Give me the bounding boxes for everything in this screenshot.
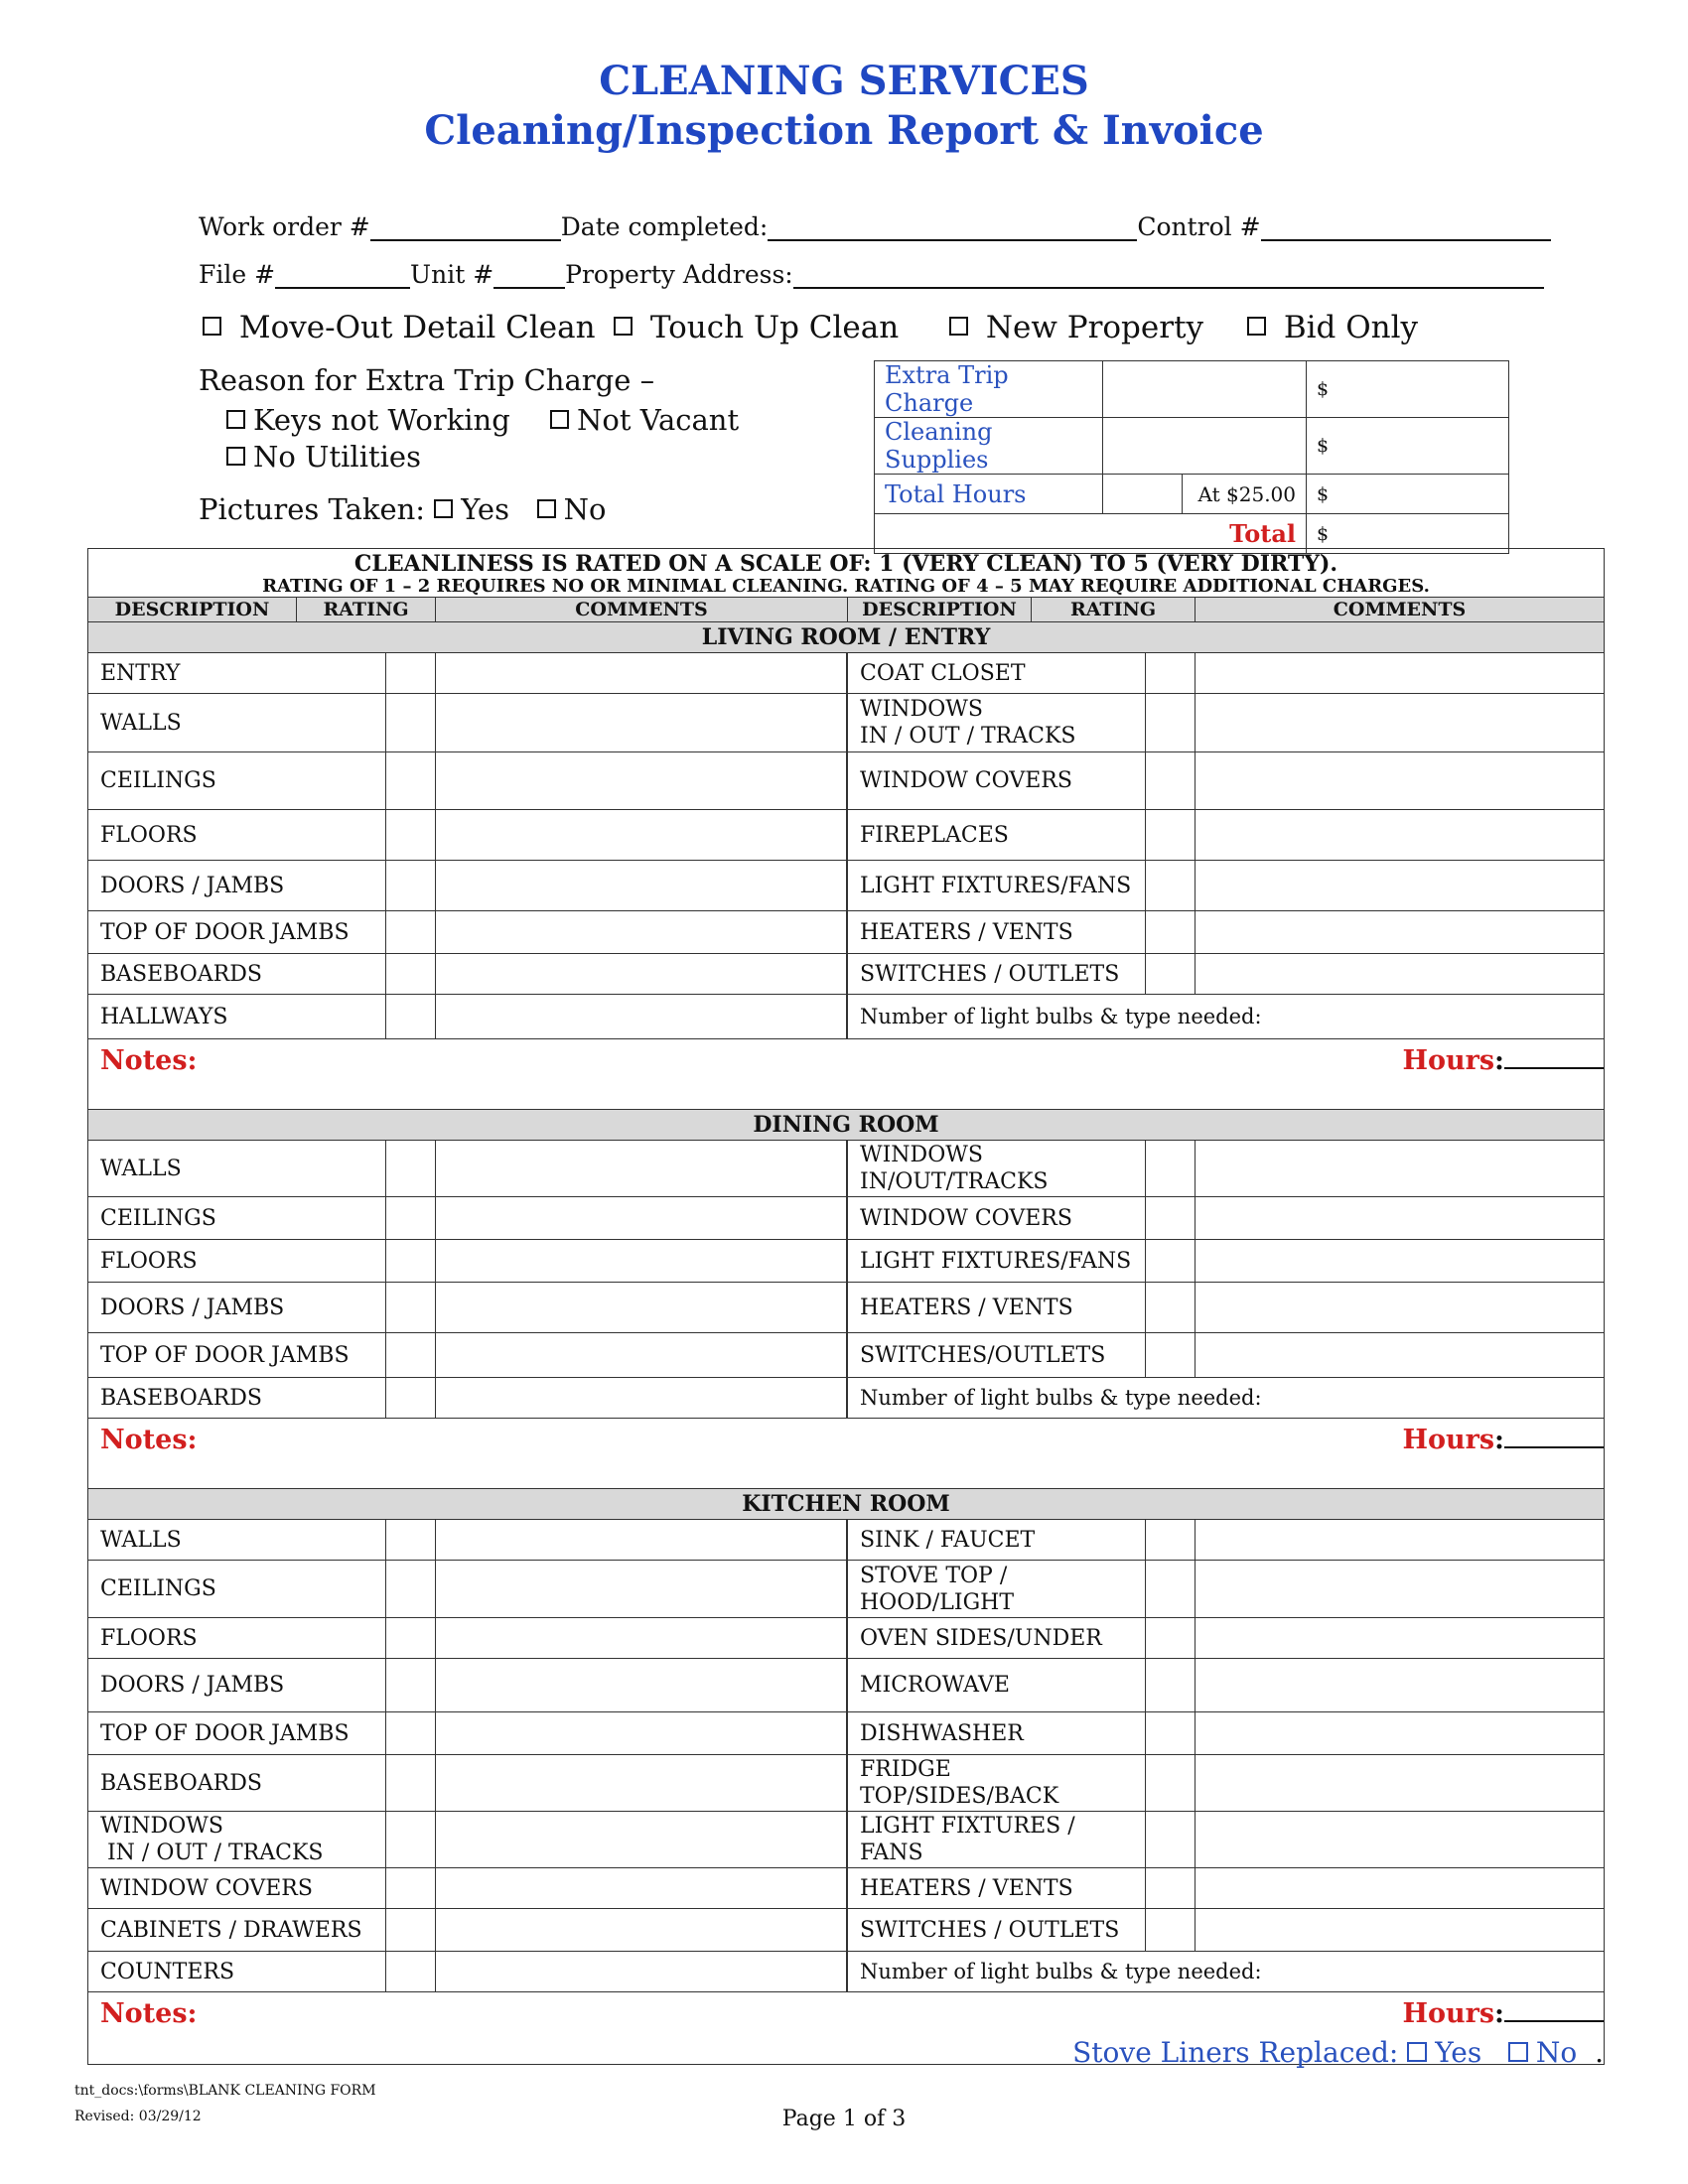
hourly-rate: At $25.00 [1183, 475, 1307, 514]
checkbox[interactable] [226, 447, 245, 466]
rating-cell[interactable] [1146, 911, 1196, 953]
section-kitchen: KITCHEN ROOM [88, 1489, 1604, 1520]
comment-cell[interactable] [1196, 1197, 1604, 1239]
item-label: LIGHT FIXTURES / FANS [848, 1812, 1146, 1867]
comment-cell[interactable] [436, 1561, 848, 1617]
comment-cell[interactable] [436, 1755, 848, 1811]
footer-revised: Revised: 03/29/12 [74, 2109, 202, 2124]
comment-cell[interactable] [436, 694, 848, 751]
rating-cell[interactable] [1146, 1868, 1196, 1908]
rating-cell[interactable] [386, 653, 436, 693]
cleaning-supplies-cell[interactable] [1103, 418, 1307, 475]
table-row [88, 1333, 1604, 1378]
table-row [88, 1868, 1604, 1909]
column-header-row [88, 597, 1604, 622]
charges-row-extra-trip [875, 361, 1509, 418]
light-bulbs-label: Number of light bulbs & type needed: [860, 1960, 1262, 1983]
item-label: DOORS / JAMBS [88, 861, 386, 910]
rating-scale-line2: RATING OF 1 – 2 REQUIRES NO OR MINIMAL CLEANING. RATING OF 4 – 5 MAY REQUIRE ADDITIONAL CHARGES. [262, 576, 1430, 597]
comment-cell[interactable] [1196, 752, 1604, 809]
comment-cell[interactable] [436, 810, 848, 860]
table-row [88, 861, 1604, 911]
comment-cell[interactable] [436, 1812, 848, 1867]
service-bid-only[interactable] [1247, 310, 1418, 345]
comment-cell[interactable] [436, 1197, 848, 1239]
checkbox[interactable] [550, 410, 569, 429]
reason-label: Keys not Working [253, 403, 510, 437]
pictures-label: Pictures Taken: [199, 492, 426, 526]
item-label: DISHWASHER [848, 1712, 1146, 1754]
work-order-line [199, 212, 1551, 241]
rating-cell[interactable] [386, 752, 436, 809]
table-row [88, 1141, 1604, 1197]
table-row [88, 1283, 1604, 1333]
rating-cell[interactable] [386, 1561, 436, 1617]
total-hours-label: Total Hours [875, 475, 1103, 514]
rating-cell[interactable] [1146, 694, 1196, 751]
rating-cell[interactable] [386, 810, 436, 860]
rating-cell[interactable] [1146, 1618, 1196, 1658]
notes-label: Notes: [100, 1045, 198, 1076]
table-row [88, 954, 1604, 995]
item-label: HEATERS / VENTS [848, 1283, 1146, 1332]
comment-cell[interactable] [1196, 1659, 1604, 1711]
currency-symbol: $ [1307, 361, 1509, 418]
checkbox[interactable] [226, 410, 245, 429]
table-row [88, 1520, 1604, 1561]
rating-cell[interactable] [1146, 1240, 1196, 1282]
total-label: Total [875, 514, 1307, 554]
unit-label: Unit # [410, 260, 494, 289]
date-completed-field[interactable] [768, 213, 1137, 241]
reason-keys[interactable] [226, 403, 510, 437]
item-label: FLOORS [88, 810, 386, 860]
rating-cell[interactable] [386, 1197, 436, 1239]
col-comments: COMMENTS [436, 598, 848, 621]
rating-cell[interactable] [1146, 861, 1196, 910]
item-label: MICROWAVE [848, 1659, 1146, 1711]
table-row [88, 1812, 1604, 1868]
comment-cell[interactable] [1196, 861, 1604, 910]
light-bulbs-label: Number of light bulbs & type needed: [860, 1386, 1262, 1410]
reason-not-vacant[interactable] [550, 403, 739, 437]
item-label: COAT CLOSET [848, 653, 1146, 693]
item-label: WALLS [88, 694, 386, 751]
comment-cell[interactable] [1196, 653, 1604, 693]
table-row [88, 911, 1604, 954]
comment-cell[interactable] [436, 1520, 848, 1560]
property-address-label: Property Address: [565, 260, 793, 289]
hours-field[interactable]: Hours: [1402, 1998, 1604, 2029]
checkbox[interactable] [203, 317, 221, 336]
table-row [88, 1618, 1604, 1659]
total-hours-cell[interactable] [1103, 475, 1183, 514]
comment-cell[interactable] [436, 752, 848, 809]
reason-no-utilities[interactable] [226, 440, 421, 474]
comment-cell[interactable] [1196, 1333, 1604, 1377]
control-field[interactable] [1261, 213, 1551, 241]
rating-cell[interactable] [386, 1812, 436, 1867]
extra-trip-label: Reason for Extra Trip Charge – [199, 363, 655, 397]
item-label: BASEBOARDS [88, 954, 386, 994]
comment-cell[interactable] [1196, 1909, 1604, 1951]
item-label: TOP OF DOOR JAMBS [88, 1333, 386, 1377]
item-label: COUNTERS [88, 1952, 386, 1991]
comment-cell[interactable] [1196, 954, 1604, 994]
item-label: SINK / FAUCET [848, 1520, 1146, 1560]
reason-label: No Utilities [253, 440, 421, 474]
cleaning-supplies-label: Cleaning Supplies [875, 418, 1103, 475]
comment-cell[interactable] [436, 995, 848, 1038]
file-label: File # [199, 260, 276, 289]
rating-cell[interactable] [386, 1141, 436, 1196]
pictures-no-label: No [563, 492, 607, 526]
service-move-out[interactable] [203, 310, 596, 345]
charges-row-supplies [875, 418, 1509, 475]
item-label: WINDOWS IN / OUT / TRACKS [88, 1812, 386, 1867]
footer-path: tnt_docs:\forms\BLANK CLEANING FORM [74, 2083, 376, 2099]
rating-cell[interactable] [386, 995, 436, 1038]
item-label: BASEBOARDS [88, 1378, 386, 1418]
comment-cell[interactable] [1196, 1141, 1604, 1196]
inspection-table [87, 548, 1605, 2069]
comment-cell[interactable] [1196, 1520, 1604, 1560]
checkbox[interactable] [1247, 317, 1266, 336]
service-new-property[interactable] [949, 310, 1203, 345]
work-order-label: Work order # [199, 212, 370, 241]
comment-cell[interactable] [436, 1240, 848, 1282]
item-label: TOP OF DOOR JAMBS [88, 911, 386, 953]
comment-cell[interactable] [436, 1618, 848, 1658]
rating-cell[interactable] [1146, 1909, 1196, 1951]
charges-row-hours [875, 475, 1509, 514]
rating-cell[interactable] [386, 1240, 436, 1282]
item-label: FLOORS [88, 1618, 386, 1658]
rating-cell[interactable] [386, 1868, 436, 1908]
rating-cell[interactable] [1146, 752, 1196, 809]
comment-cell[interactable] [436, 911, 848, 953]
item-label: OVEN SIDES/UNDER [848, 1618, 1146, 1658]
checkbox[interactable] [614, 317, 633, 336]
rating-cell[interactable] [1146, 1812, 1196, 1867]
item-label: TOP OF DOOR JAMBS [88, 1712, 386, 1754]
item-label: ENTRY [88, 653, 386, 693]
notes-label: Notes: [100, 1998, 198, 2029]
rating-cell[interactable] [1146, 1141, 1196, 1196]
property-address-field[interactable] [793, 261, 1544, 289]
comment-cell[interactable] [436, 1378, 848, 1418]
col-rating: RATING [1032, 598, 1196, 621]
item-label: SWITCHES/OUTLETS [848, 1333, 1146, 1377]
table-row [88, 1712, 1604, 1755]
file-unit-line [199, 260, 1544, 289]
table-row [88, 810, 1604, 861]
item-label: WALLS [88, 1520, 386, 1560]
notes-row[interactable] [88, 1992, 1604, 2069]
comment-cell[interactable] [436, 1141, 848, 1196]
comment-cell[interactable] [1196, 1283, 1604, 1332]
comment-cell[interactable] [436, 1909, 848, 1951]
page-title: CLEANING SERVICES [599, 58, 1089, 104]
rating-cell[interactable] [1146, 653, 1196, 693]
col-comments: COMMENTS [1333, 599, 1467, 620]
comment-cell[interactable] [436, 1868, 848, 1908]
currency-symbol: $ [1307, 475, 1509, 514]
item-label: HEATERS / VENTS [848, 1868, 1146, 1908]
item-label: CEILINGS [88, 1561, 386, 1617]
item-label: SWITCHES / OUTLETS [848, 1909, 1146, 1951]
comment-cell[interactable] [436, 1283, 848, 1332]
work-order-field[interactable] [370, 213, 561, 241]
item-label: HALLWAYS [88, 995, 386, 1038]
rating-cell[interactable] [1146, 1197, 1196, 1239]
table-row [88, 995, 1604, 1039]
comment-cell[interactable] [1196, 1618, 1604, 1658]
comment-cell[interactable] [1196, 911, 1604, 953]
rating-cell[interactable] [386, 911, 436, 953]
pictures-no-checkbox[interactable] [537, 499, 556, 518]
item-label: CABINETS / DRAWERS [88, 1909, 386, 1951]
comment-cell[interactable] [436, 1952, 848, 1991]
item-label: CEILINGS [88, 1197, 386, 1239]
currency-symbol: $ [1307, 418, 1509, 475]
file-field[interactable] [275, 261, 410, 289]
comment-cell[interactable] [1196, 1712, 1604, 1754]
comment-cell[interactable] [436, 1333, 848, 1377]
item-label: BASEBOARDS [88, 1755, 386, 1811]
pictures-yes-label: Yes [461, 492, 509, 526]
charges-table [874, 360, 1509, 554]
table-row [88, 653, 1604, 694]
comment-cell[interactable] [1196, 1868, 1604, 1908]
rating-cell[interactable] [386, 1520, 436, 1560]
rating-cell[interactable] [386, 1333, 436, 1377]
table-row [88, 1378, 1604, 1419]
service-label: Bid Only [1283, 310, 1419, 345]
rating-cell[interactable] [386, 1283, 436, 1332]
checkbox[interactable] [949, 317, 968, 336]
light-bulbs-label: Number of light bulbs & type needed: [860, 1005, 1262, 1028]
comment-cell[interactable] [1196, 1755, 1604, 1811]
comment-cell[interactable] [1196, 810, 1604, 860]
section-dining-room: DINING ROOM [88, 1110, 1604, 1141]
stove-liners-label: Stove Liners Replaced: [1072, 2036, 1399, 2069]
col-description: DESCRIPTION [88, 598, 297, 621]
page-subtitle: Cleaning/Inspection Report & Invoice [424, 107, 1264, 154]
extra-trip-charge-label: Extra Trip Charge [875, 361, 1103, 418]
table-row [88, 1561, 1604, 1618]
table-row [88, 1952, 1604, 1992]
currency-symbol: $ [1307, 514, 1509, 554]
rating-cell[interactable] [386, 694, 436, 751]
rating-cell[interactable] [386, 1618, 436, 1658]
date-completed-label: Date completed: [560, 212, 769, 241]
section-living-room: LIVING ROOM / ENTRY [88, 622, 1604, 653]
item-label: WINDOWS IN/OUT/TRACKS [848, 1141, 1146, 1196]
rating-cell[interactable] [386, 1909, 436, 1951]
rating-cell[interactable] [1146, 1712, 1196, 1754]
table-row [88, 1240, 1604, 1283]
hours-field[interactable]: Hours: [1402, 1425, 1604, 1455]
service-label: New Property [985, 310, 1204, 345]
service-touch-up[interactable] [614, 310, 899, 345]
rating-cell[interactable] [1146, 1755, 1196, 1811]
pictures-taken [199, 492, 606, 526]
stove-no-checkbox[interactable] [1508, 2042, 1528, 2062]
col-description: DESCRIPTION [848, 598, 1032, 621]
table-row [88, 1909, 1604, 1952]
item-label: HEATERS / VENTS [848, 911, 1146, 953]
item-label: LIGHT FIXTURES/FANS [848, 1240, 1146, 1282]
comment-cell[interactable] [1196, 1240, 1604, 1282]
table-row [88, 1755, 1604, 1812]
col-rating: RATING [297, 598, 436, 621]
rating-cell[interactable] [1146, 1520, 1196, 1560]
comment-cell[interactable] [436, 861, 848, 910]
stove-no-label: No [1535, 2036, 1578, 2069]
comment-cell[interactable] [436, 653, 848, 693]
item-label: WALLS [88, 1141, 386, 1196]
item-label: CEILINGS [88, 752, 386, 809]
comment-cell[interactable] [436, 1659, 848, 1711]
rating-cell[interactable] [386, 1659, 436, 1711]
table-row [88, 1197, 1604, 1240]
item-label: FLOORS [88, 1240, 386, 1282]
table-row [88, 752, 1604, 810]
rating-scale-line1: CLEANLINESS IS RATED ON A SCALE OF: 1 (VERY CLEAN) TO 5 (VERY DIRTY). [353, 551, 1338, 577]
comment-cell[interactable] [1196, 1561, 1604, 1617]
item-label: WINDOW COVERS [848, 1197, 1146, 1239]
rating-cell[interactable] [386, 1378, 436, 1418]
rating-cell[interactable] [386, 954, 436, 994]
rating-cell[interactable] [386, 861, 436, 910]
item-label: WINDOWS IN / OUT / TRACKS [848, 694, 1146, 751]
comment-cell[interactable] [436, 954, 848, 994]
stove-liners: Stove Liners Replaced: Yes No . [1072, 2036, 1604, 2069]
extra-trip-charge-cell[interactable] [1103, 361, 1307, 418]
table-row [88, 1659, 1604, 1712]
service-label: Touch Up Clean [649, 310, 900, 345]
item-label: WINDOW COVERS [88, 1868, 386, 1908]
item-label: SWITCHES / OUTLETS [848, 954, 1146, 994]
reason-label: Not Vacant [577, 403, 740, 437]
table-row [88, 694, 1604, 752]
rating-cell[interactable] [386, 1952, 436, 1991]
control-label: Control # [1137, 212, 1261, 241]
item-label: FRIDGE TOP/SIDES/BACK [848, 1755, 1146, 1811]
service-label: Move-Out Detail Clean [238, 310, 596, 345]
item-label: DOORS / JAMBS [88, 1659, 386, 1711]
comment-cell[interactable] [436, 1712, 848, 1754]
rating-cell[interactable] [386, 1712, 436, 1754]
item-label: LIGHT FIXTURES/FANS [848, 861, 1146, 910]
notes-label: Notes: [100, 1425, 198, 1455]
comment-cell[interactable] [1196, 694, 1604, 751]
notes-row[interactable] [88, 1419, 1604, 1489]
item-label: DOORS / JAMBS [88, 1283, 386, 1332]
comment-cell[interactable] [1196, 1812, 1604, 1867]
pictures-yes-checkbox[interactable] [434, 499, 453, 518]
notes-row[interactable] [88, 1039, 1604, 1110]
rating-cell[interactable] [1146, 810, 1196, 860]
hours-field[interactable]: Hours: [1402, 1045, 1604, 1076]
rating-cell[interactable] [1146, 1333, 1196, 1377]
rating-cell[interactable] [1146, 1283, 1196, 1332]
page-number: Page 1 of 3 [781, 2107, 907, 2131]
unit-field[interactable] [493, 261, 565, 289]
stove-yes-label: Yes [1435, 2036, 1482, 2069]
stove-yes-checkbox[interactable] [1407, 2042, 1427, 2062]
rating-cell[interactable] [1146, 1561, 1196, 1617]
item-label: STOVE TOP / HOOD/LIGHT [848, 1561, 1146, 1617]
rating-cell[interactable] [1146, 954, 1196, 994]
rating-cell[interactable] [386, 1755, 436, 1811]
item-label: WINDOW COVERS [848, 752, 1146, 809]
item-label: FIREPLACES [848, 810, 1146, 860]
rating-cell[interactable] [1146, 1659, 1196, 1711]
